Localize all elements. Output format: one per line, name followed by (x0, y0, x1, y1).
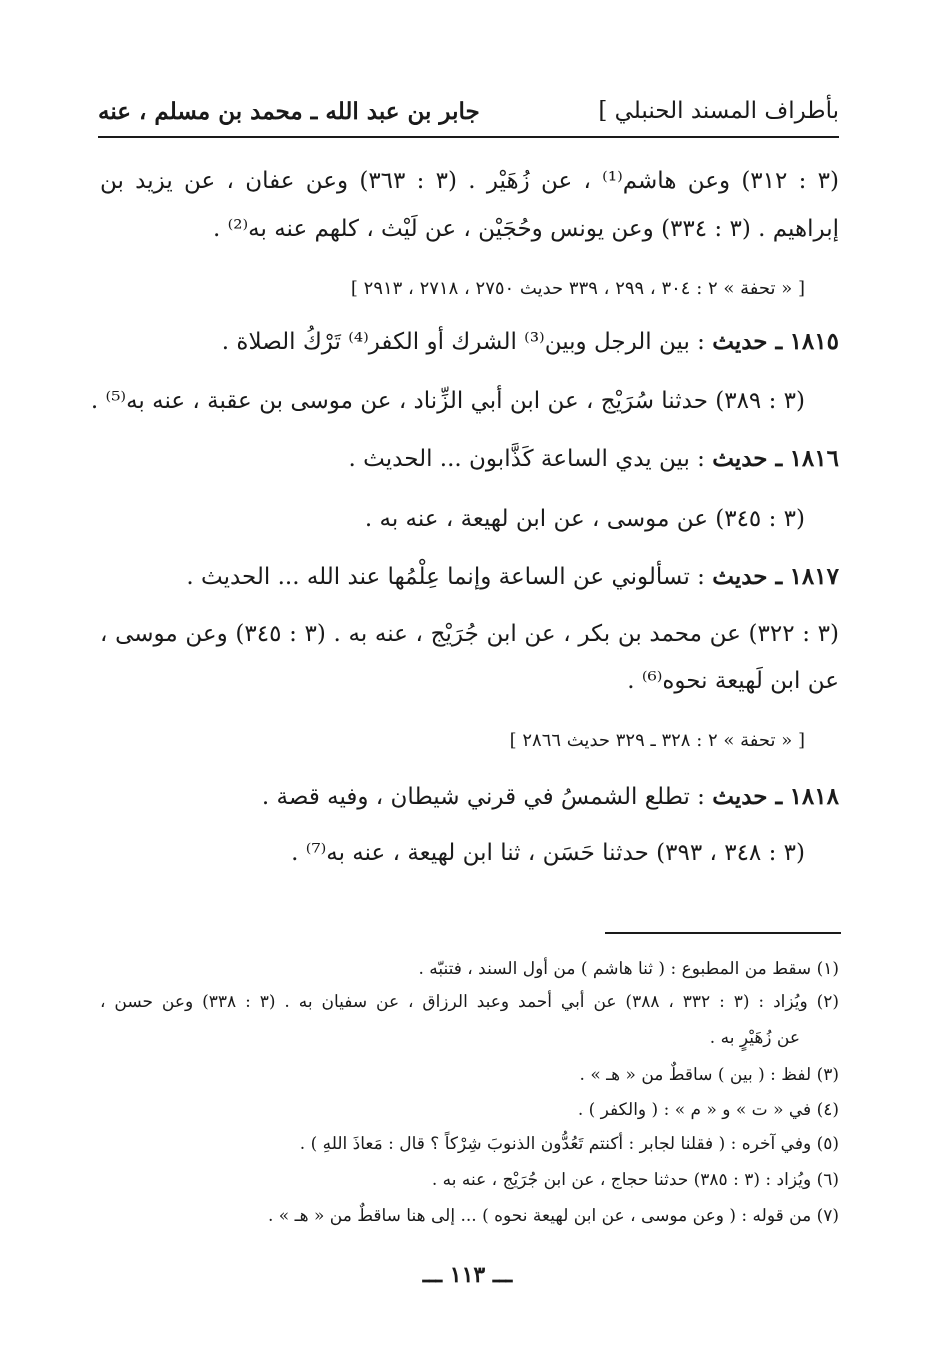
footnote: (٣) لفظ : ( بين ) ساقطٌ من « هـ » . (579, 1065, 839, 1085)
hadith-label: حديث (712, 445, 768, 472)
running-header (98, 98, 839, 138)
footnote: (٤) في « ت » و « م » : ( والكفر ) . (577, 1100, 839, 1120)
hadith-text: : تسألوني عن الساعة وإنما عِلْمُها عند الله ... الحديث . (186, 564, 705, 590)
footnote: (٧) من قوله : ( وعن موسى ، عن ابن لهيعة نحوه ) ... إلى هنا ساقطٌ من « هـ » . (268, 1206, 839, 1226)
hadith-number: ١٨١٧ (789, 563, 839, 590)
hadith-entry-1818: ١٨١٨ ـ حديث : تطلع الشمسُ في قرني شيطان ، وفيه قصة . (261, 783, 839, 810)
hadith-number: ١٨١٥ (789, 328, 839, 355)
header-rule (98, 136, 839, 138)
hadith-text: : تطلع الشمسُ في قرني شيطان ، وفيه قصة . (261, 784, 705, 810)
page-number: ـــ ١١٣ ـــ (422, 1262, 513, 1288)
footnote: (١) سقط من المطبوع : ( ثنا هاشم ) من أول السند ، فتنبّه . (418, 959, 839, 979)
text-line: (٣ : ٣٢٢) عن محمد بن بكر ، عن ابن جُرَيْج ، عنه به . (٣ : ٣٤٥) وعن موسى ، (100, 621, 839, 647)
text-line: (٣ : ٣١٢) وعن هاشم⁽¹⁾ ، عن زُهَيْر . (٣ : ٣٦٣) وعن عفان ، عن يزيد بن (100, 168, 839, 194)
hadith-text: : بين يدي الساعة كَذَّابون ... الحديث . (348, 446, 705, 472)
footnote: (٥) وفي آخره : ( فقلنا لجابر : أكنتم تَعُدُّون الذنوبَ شِرْكاً ؟ قال : مَعاذَ اللهِ ) . (299, 1134, 839, 1154)
book-title: بأطراف المسند الحنبلي ] (598, 98, 839, 124)
tuhfa-reference: [ « تحفة » ٢ : ٣٠٤ ، ٢٩٩ ، ٣٣٩ حديث ٢٧٥٠ ، ٢٧١٨ ، ٢٩١٣ ] (350, 278, 805, 299)
hadith-label: حديث (712, 783, 768, 810)
text-line: عن ابن لَهيعة نحوه⁽⁶⁾ . (627, 668, 839, 694)
hadith-entry-1817: ١٨١٧ ـ حديث : تسألوني عن الساعة وإنما عِلْمُها عند الله ... الحديث . (186, 563, 839, 590)
footnote: (٦) ويُزاد : (٣ : ٣٨٥) حدثنا حجاج ، عن ابن جُرَيْج ، عنه به . (431, 1170, 839, 1190)
hadith-entry-1816: ١٨١٦ ـ حديث : بين يدي الساعة كَذَّابون ... الحديث . (348, 445, 839, 472)
hadith-text: : بين الرجل وبين⁽³⁾ الشرك أو الكفر⁽⁴⁾ تَرْكُ الصلاة . (221, 329, 705, 355)
hadith-label: حديث (712, 563, 768, 590)
hadith-number: ١٨١٨ (789, 783, 839, 810)
tuhfa-reference: [ « تحفة » ٢ : ٣٢٨ ـ ٣٢٩ حديث ٢٨٦٦ ] (509, 730, 805, 751)
section-title: جابر بن عبد الله ـ محمد بن مسلم ، عنه (98, 98, 480, 125)
hadith-label: حديث (712, 328, 768, 355)
hadith-number: ١٨١٦ (789, 445, 839, 472)
footnote: (٢) ويُزاد : (٣ : ٣٣٢ ، ٣٨٨) عن أبي أحمد وعبد الرزاق ، عن سفيان به . (٣ : ٣٣٨) وعن حسن ، (100, 992, 839, 1012)
footnote-rule (605, 932, 841, 934)
text-line: إبراهيم . (٣ : ٣٣٤) وعن يونس وحُجَيْن ، عن لَيْث ، كلهم عنه به⁽²⁾ . (213, 216, 839, 242)
text-line: (٣ : ٣٤٥) عن موسى ، عن ابن لهيعة ، عنه به . (364, 506, 805, 532)
footnote-continuation: عن زُهَيْرٍ به . (709, 1028, 800, 1048)
text-line: (٣ : ٣٨٩) حدثنا سُرَيْج ، عن ابن أبي الزِّناد ، عن موسى بن عقبة ، عنه به⁽⁵⁾ . (90, 388, 805, 414)
hadith-entry-1815: ١٨١٥ ـ حديث : بين الرجل وبين⁽³⁾ الشرك أو الكفر⁽⁴⁾ تَرْكُ الصلاة . (221, 328, 839, 355)
text-line: (٣ : ٣٤٨ ، ٣٩٣) حدثنا حَسَن ، ثنا ابن لهيعة ، عنه به⁽⁷⁾ . (291, 840, 805, 866)
